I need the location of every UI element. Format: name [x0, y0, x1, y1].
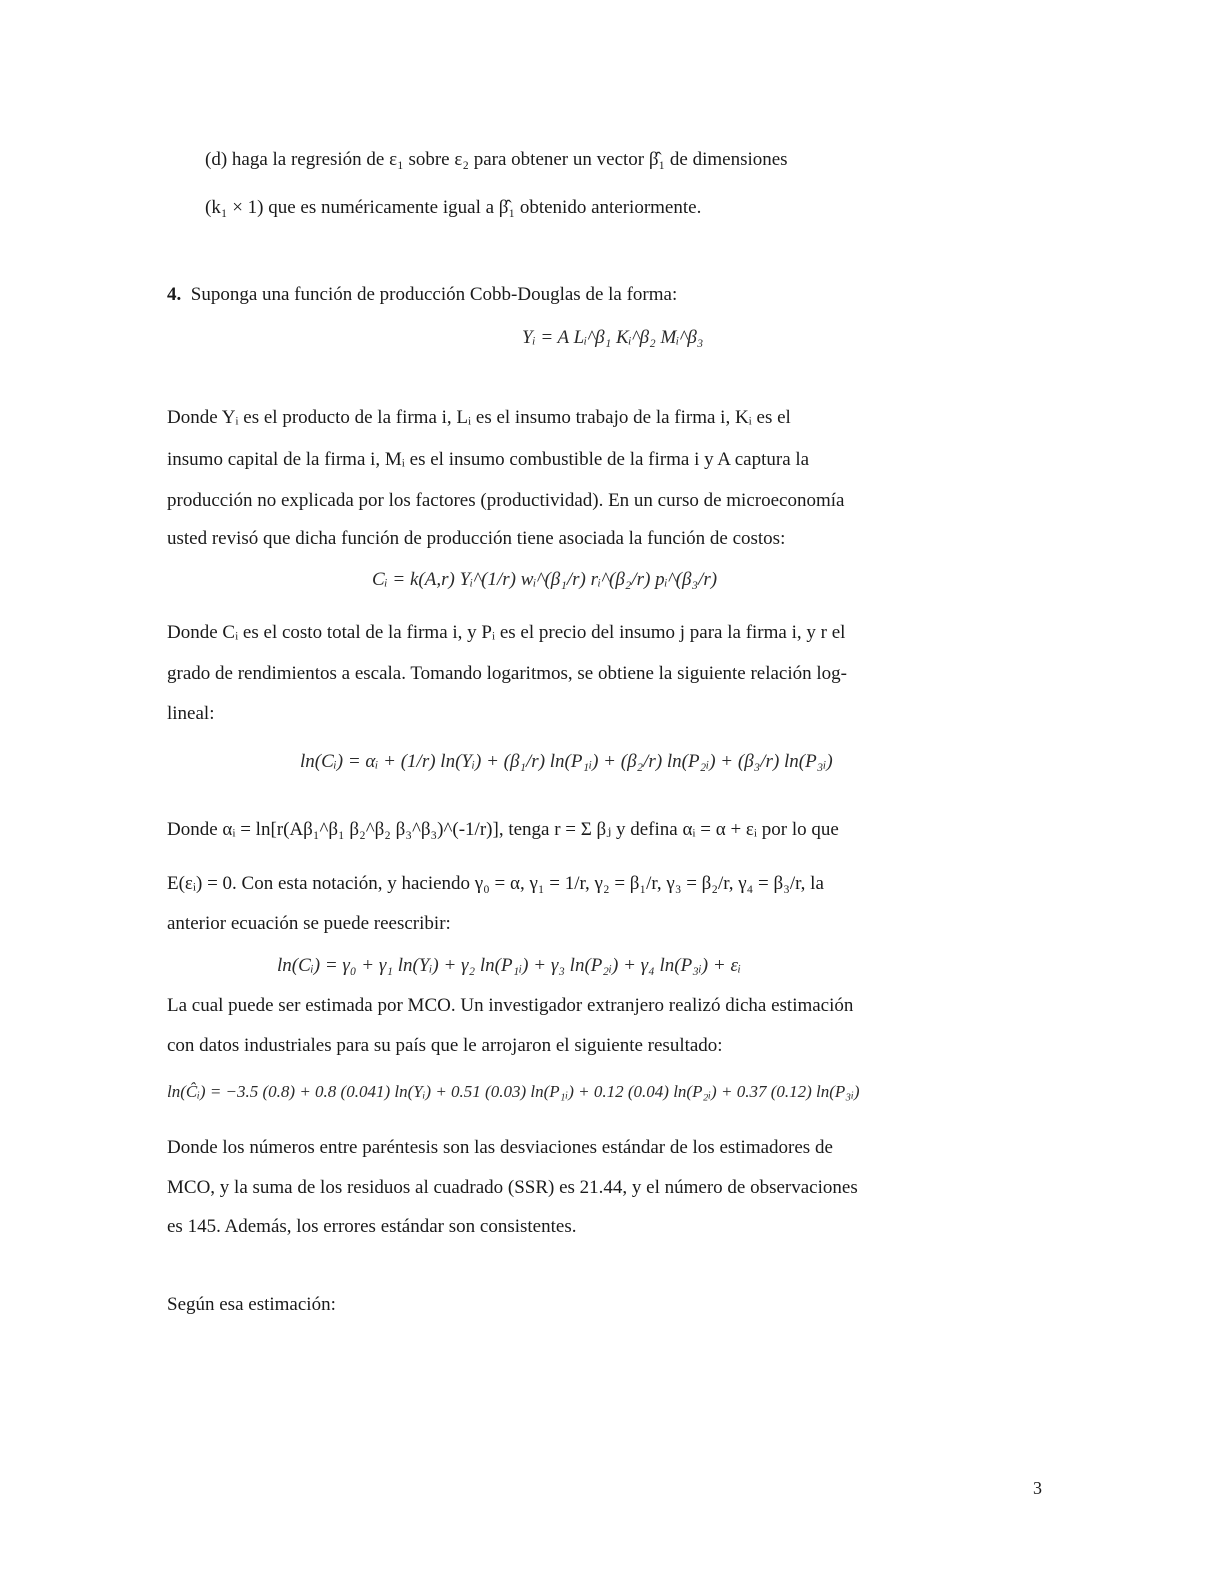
- equation-rewritten: ln(Cᵢ) = γ₀ + γ₁ ln(Yᵢ) + γ₂ ln(P₁ᵢ) + γ₃ ln(P₂ᵢ) + γ₄ ln(P₃ᵢ) + εᵢ: [277, 955, 741, 976]
- equation-cobb-douglas: Yᵢ = A Lᵢ^β₁ Kᵢ^β₂ Mᵢ^β₃: [522, 327, 704, 348]
- paragraph-4-line: La cual puede ser estimada por MCO. Un investigador extranjero realizó dicha estimación: [167, 995, 854, 1016]
- question-intro: Suponga una función de producción Cobb-Douglas de la forma:: [190, 284, 678, 305]
- equation-cost-function: Cᵢ = k(A,r) Yᵢ^(1/r) wᵢ^(β₁/r) rᵢ^(β₂/r) pᵢ^(β₃/r): [372, 569, 718, 590]
- paragraph-5-line: es 145. Además, los errores estándar son consistentes.: [167, 1216, 577, 1237]
- paragraph-2-line: Donde Cᵢ es el costo total de la firma i, y Pᵢ es el precio del insumo j para la firma i, y r el: [167, 622, 846, 643]
- equation-estimation-result: ln(Ĉᵢ) = −3.5 (0.8) + 0.8 (0.041) ln(Yᵢ) + 0.51 (0.03) ln(P₁ᵢ) + 0.12 (0.04) ln(P₂ᵢ) + 0.37 (0.12) ln(P₃ᵢ): [167, 1082, 860, 1101]
- paragraph-1-line: usted revisó que dicha función de producción tiene asociada la función de costos:: [167, 528, 786, 549]
- paragraph-4-line: con datos industriales para su país que le arrojaron el siguiente resultado:: [167, 1035, 723, 1056]
- paragraph-3-line3: anterior ecuación se puede reescribir:: [167, 913, 451, 934]
- paragraph-1-line: insumo capital de la firma i, Mᵢ es el insumo combustible de la firma i y A captura la: [167, 449, 810, 470]
- paragraph-2-line: lineal:: [167, 703, 215, 724]
- question-4-heading: [167, 283, 677, 307]
- equation-log-linear: ln(Cᵢ) = αᵢ + (1/r) ln(Yᵢ) + (β₁/r) ln(P₁ᵢ) + (β₂/r) ln(P₂ᵢ) + (β₃/r) ln(P₃ᵢ): [300, 751, 833, 772]
- paragraph-6: Según esa estimación:: [167, 1294, 336, 1315]
- paragraph-1-line: Donde Yᵢ es el producto de la firma i, Lᵢ es el insumo trabajo de la firma i, Kᵢ es el: [167, 407, 791, 428]
- subitem-d-line1: (d) haga la regresión de ε₁ sobre ε₂ para obtener un vector β̂₁ de dimensiones: [205, 149, 788, 170]
- paragraph-1-line: producción no explicada por los factores (productividad). En un curso de microeconomía: [167, 490, 845, 511]
- paragraph-5-line: Donde los números entre paréntesis son las desviaciones estándar de los estimadores de: [167, 1137, 833, 1158]
- paragraph-5-line: MCO, y la suma de los residuos al cuadrado (SSR) es 21.44, y el número de observaciones: [167, 1177, 858, 1198]
- paragraph-3-line2: E(εᵢ) = 0. Con esta notación, y haciendo γ₀ = α, γ₁ = 1/r, γ₂ = β₁/r, γ₃ = β₂/r, γ₄ = β₃/r, la: [167, 873, 824, 894]
- paragraph-2-line: grado de rendimientos a escala. Tomando logaritmos, se obtiene la siguiente relación log-: [167, 663, 848, 684]
- page-number: 3: [1033, 1478, 1042, 1498]
- question-number: 4.: [167, 284, 182, 305]
- subitem-d-line2: (k₁ × 1) que es numéricamente igual a β̂₁ obtenido anteriormente.: [205, 197, 702, 218]
- paragraph-3-line1: Donde αᵢ = ln[r(Aβ₁^β₁ β₂^β₂ β₃^β₃)^(-1/r)], tenga r = Σ βⱼ y defina αᵢ = α + εᵢ por lo que: [167, 819, 839, 840]
